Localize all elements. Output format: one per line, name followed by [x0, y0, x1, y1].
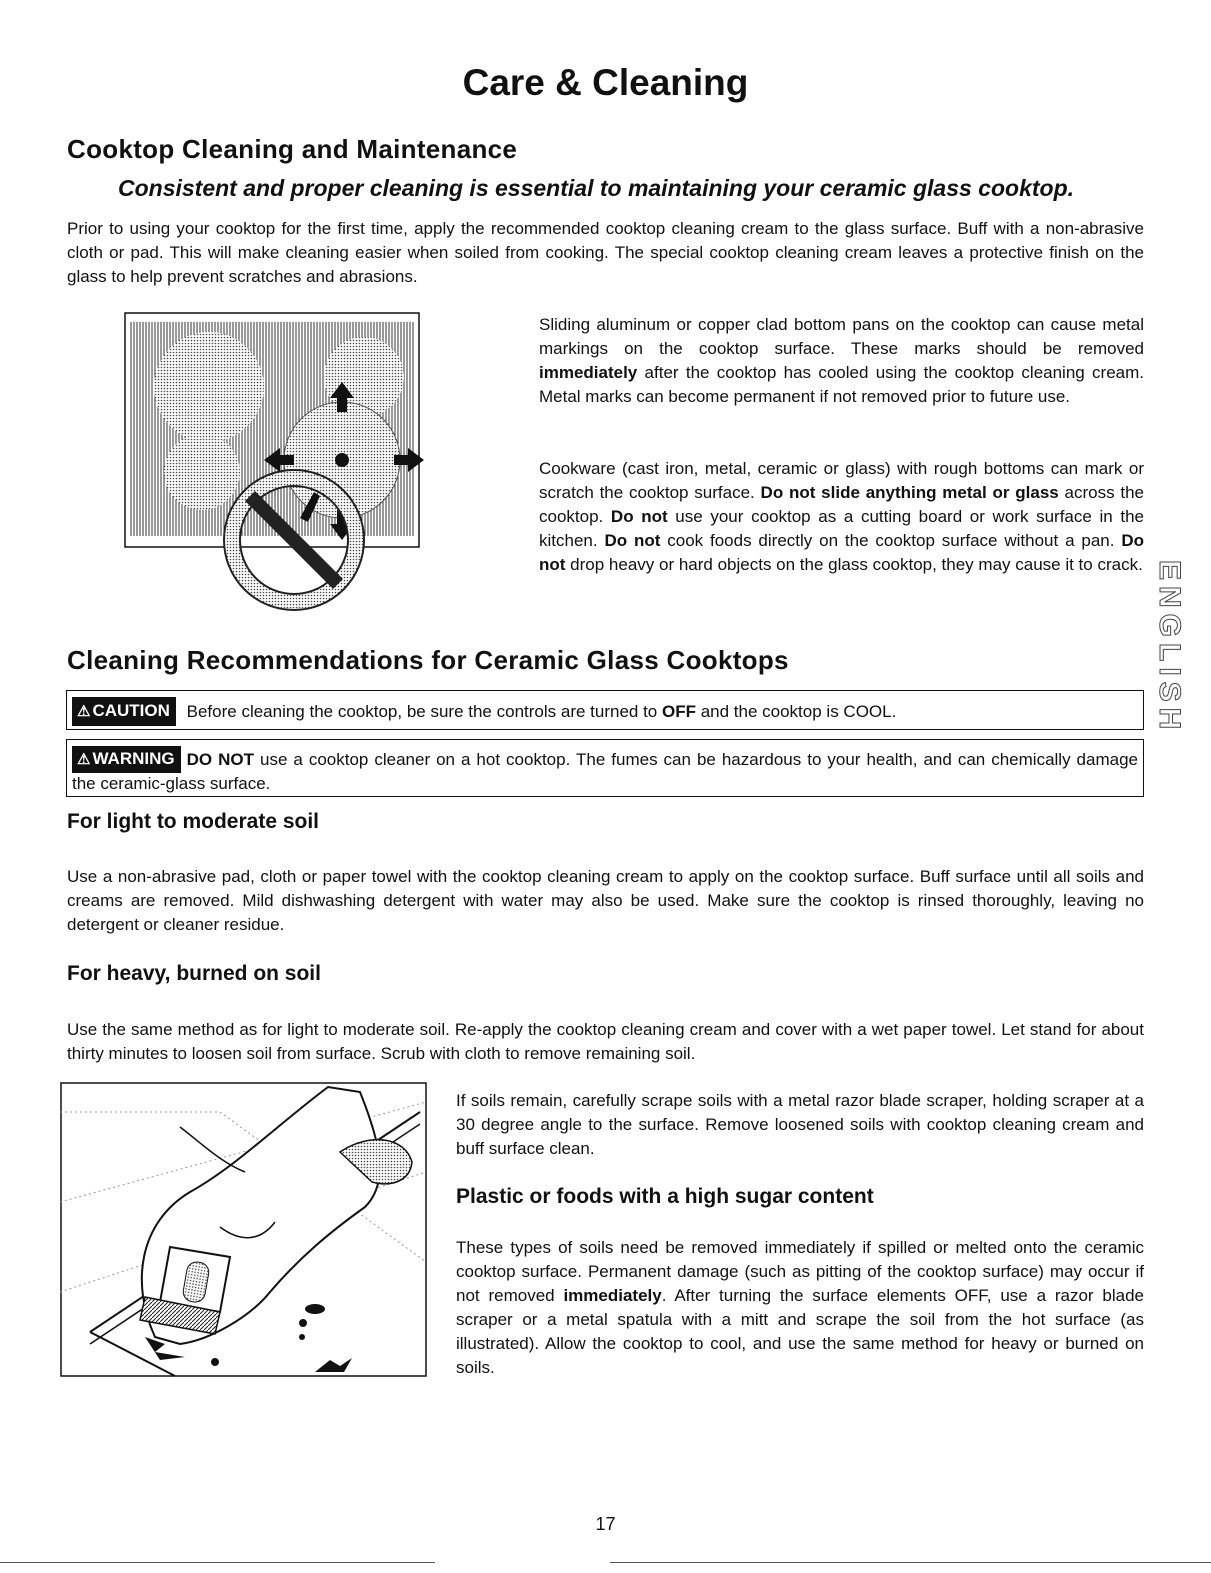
- caution-triangle-icon: ⚠: [77, 703, 91, 720]
- footer-rule-left: [0, 1562, 435, 1563]
- cookware-paragraph: Cookware (cast iron, metal, ceramic or glass) with rough bottoms can mark or scratch the cooktop surface. Do not slide anything metal or glass across the cooktop. Do not use your cooktop as a cutting board or work surface in the kitchen. Do not cook foods directly on the cooktop surface without a pan. Do not drop heavy or hard objects on the glass cooktop, they may cause it to crack.: [539, 459, 1144, 574]
- warning-box: ⚠ WARNING DO NOT use a cooktop cleaner on a hot cooktop. The fumes can be hazardous to your health, and can chemically damage the ceramic-glass surface.: [66, 739, 1144, 797]
- page-title: Care & Cleaning: [462, 62, 749, 103]
- heavy-soil-heading: For heavy, burned on soil: [67, 962, 321, 985]
- section-heading-recommendations: Cleaning Recommendations for Ceramic Glass Cooktops: [67, 645, 789, 675]
- caution-badge: ⚠ CAUTION: [72, 697, 176, 726]
- section-heading-maintenance: Cooktop Cleaning and Maintenance: [67, 134, 518, 164]
- warning-badge: ⚠ WARNING: [72, 746, 181, 773]
- intro-paragraph: Prior to using your cooktop for the first time, apply the recommended cooktop cleaning cream to the glass surface. Buff with a non-abrasive cloth or pad. This will make cleaning easier when soiled from cooking. The special cooktop cleaning cream leaves a protective finish on the glass to help prevent scratches and abrasions.: [67, 219, 1144, 286]
- caution-box: ⚠ CAUTION Before cleaning the cooktop, be sure the controls are turned to OFF and the cooktop is COOL.: [66, 690, 1144, 730]
- sugar-paragraph: These types of soils need be removed immediately if spilled or melted onto the ceramic cooktop surface. Permanent damage (such as pitting of the cooktop surface) may occur if not removed immediately. After turning the surface elements OFF, use a razor blade scraper or a metal spatula with a mitt and scrape the soil from the hot surface (as illustrated). Allow the cooktop to cool, and use the same method for heavy or burned on soils.: [456, 1238, 1144, 1377]
- light-soil-heading: For light to moderate soil: [67, 810, 320, 833]
- footer-rule-right: [610, 1562, 1211, 1563]
- warning-triangle-icon: ⚠: [77, 751, 91, 768]
- scrape-paragraph: If soils remain, carefully scrape soils with a metal razor blade scraper, holding scraper at a 30 degree angle to the surface. Remove loosened soils with cooktop cleaning cream and buff surface clean.: [456, 1091, 1144, 1158]
- cooktop-illustration: [124, 312, 434, 612]
- language-side-tab: ENGLISH: [1153, 560, 1186, 736]
- section-subtitle: Consistent and proper cleaning is essential to maintaining your ceramic glass cooktop.: [118, 175, 1075, 201]
- light-soil-paragraph: Use a non-abrasive pad, cloth or paper towel with the cooktop cleaning cream to apply on the cooktop surface. Buff surface until all soils and creams are removed. Mild dishwashing detergent with water may also be used. Make sure the cooktop is rinsed thoroughly, leaving no detergent or cleaner residue.: [67, 867, 1144, 934]
- sugar-heading: Plastic or foods with a high sugar content: [456, 1185, 874, 1208]
- scraper-illustration: [60, 1082, 428, 1378]
- heavy-soil-paragraph: Use the same method as for light to moderate soil. Re-apply the cooktop cleaning cream and cover with a wet paper towel. Let stand for about thirty minutes to loosen soil from surface. Scrub with cloth to remove remaining soil.: [67, 1020, 1144, 1063]
- page-number: 17: [595, 1514, 616, 1534]
- metal-marks-paragraph: Sliding aluminum or copper clad bottom pans on the cooktop can cause metal markings on the cooktop surface. These marks should be removed immediately after the cooktop has cooled using the cooktop cleaning cream. Metal marks can become permanent if not removed prior to future use.: [539, 315, 1144, 406]
